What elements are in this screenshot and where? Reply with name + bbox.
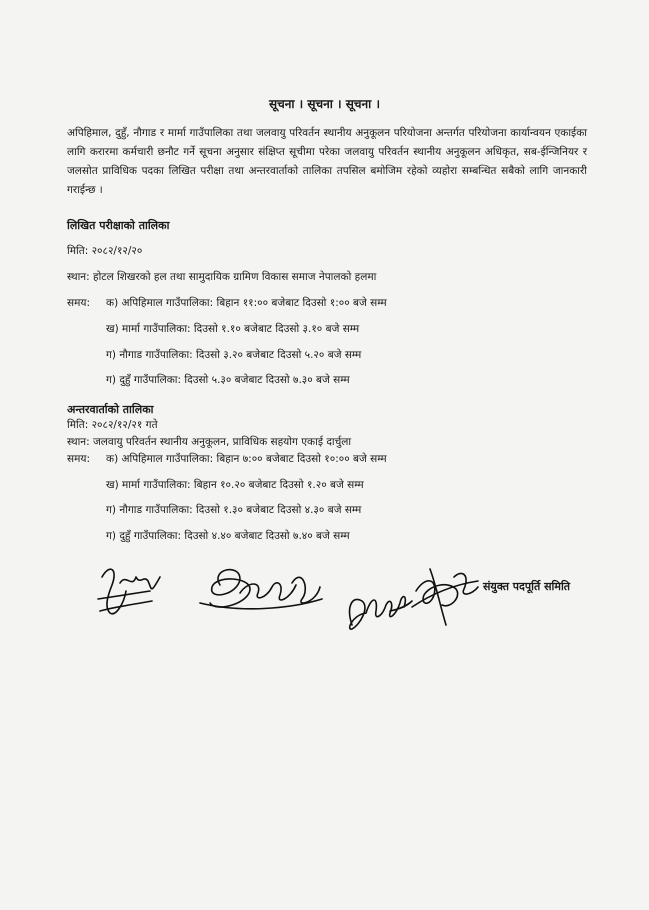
signature-3 [350,597,412,630]
written-exam-time-label: समय: [67,297,91,309]
interview-heading: अन्तरवार्ताको तालिका [67,403,154,416]
interview-slot: ग) नौगाड गाउँपालिका: दिउसो १.३० बजेबाट दिउसो ४.३० बजे सम्म [106,504,362,516]
written-exam-date: मिति: २०८२/१२/२० [67,245,143,257]
interview-date: मिति: २०८२/१२/२१ गते [67,419,158,431]
signature-2 [200,570,322,609]
signatures [90,555,490,650]
signature-1 [98,569,160,614]
written-exam-slot: ग) नौगाड गाउँपालिका: दिउसो ३.२० बजेबाट दिउसो ५.२० बजे सम्म [106,349,362,361]
written-exam-venue: स्थान: होटल शिखरको हल तथा सामुदायिक ग्रामिण विकास समाज नेपालको हलमा [67,271,377,283]
notice-intro: अपिहिमाल, दुहुँ, नौगाड र मार्मा गाउँपालिका तथा जलवायु परिवर्तन स्थानीय अनुकूलन परियोजना अन्तर्गत परियोजना कार्यान्वयन एकाईका लागि करारमा कर्मचारी छनौट गर्ने सूचना अनुसार संक्षिप्त सूचीमा परेका जलवायु परिवर्तन स्थानीय अनुकूलन अधिकृत, सब-ईन्जिनियर र जलसोत प्राविधिक पदका लिखित परीक्षा तथा अन्तरवार्ताको तालिका तपसिल बमोजिम रहेको व्यहोरा सम्बन्धित सबैको लागि जानकारी गराईन्छ । [67,127,587,196]
interview-venue: स्थान: जलवायु परिवर्तन स्थानीय अनुकूलन, प्राविधिक सहयोग एकाई दार्चुला [67,436,352,448]
written-exam-slot: ग) दुहुँ गाउँपालिका: दिउसो ५.३० बजेबाट दिउसो ७.३० बजे सम्म [106,374,350,386]
interview-slot: ख) मार्मा गाउँपालिका: बिहान १०.२० बजेबाट दिउसो १.२० बजे सम्म [106,479,364,491]
written-exam-slot: ख) मार्मा गाउँपालिका: दिउसो १.१० बजेबाट दिउसो ३.१० बजे सम्म [106,323,360,335]
interview-time-label: समय: [67,453,91,465]
interview-slot: ग) दुहुँ गाउँपालिका: दिउसो ४.४० बजेबाट दिउसो ७.४० बजे सम्म [106,530,350,542]
written-exam-heading: लिखित परीक्षाको तालिका [67,219,170,232]
committee-name: संयुक्त पदपूर्ति समिति [483,580,571,593]
written-exam-slot: क) अपिहिमाल गाउँपालिका: बिहान ११:०० बजेबाट दिउसो १:०० बजे सम्म [106,297,387,309]
notice-title: सूचना । सूचना । सूचना । [268,97,381,111]
interview-slot: क) अपिहिमाल गाउँपालिका: बिहान ७:०० बजेबाट दिउसो १०:०० बजे सम्म [106,453,387,465]
signature-4 [412,569,478,625]
